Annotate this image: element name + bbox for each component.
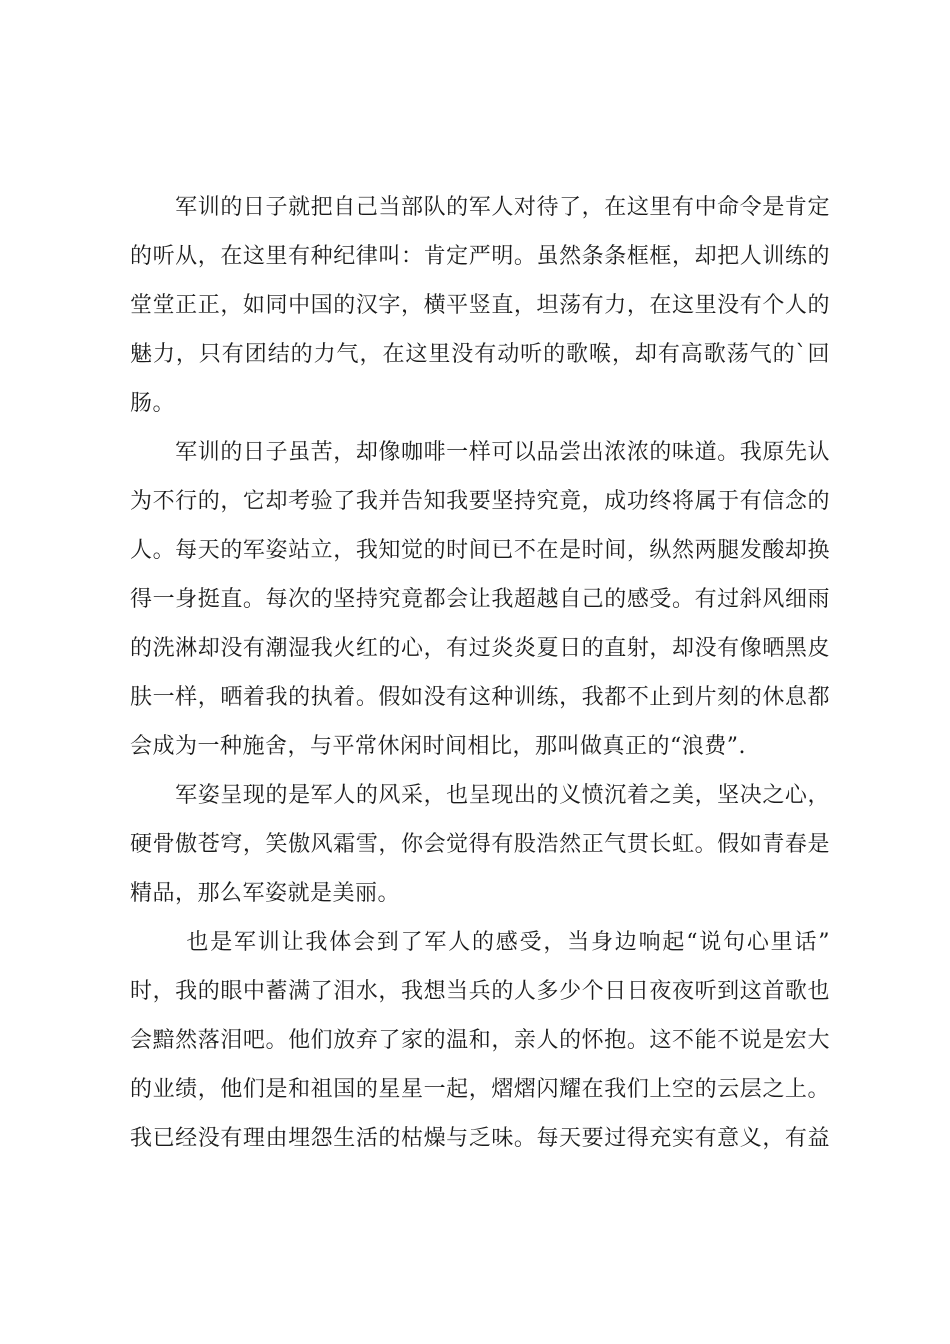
text-line: 精品，那么军姿就是美丽。 bbox=[130, 881, 401, 906]
text-line: 军训的日子就把自己当部队的军人对待了，在这里有中命令是肯定 bbox=[130, 195, 830, 220]
text-line: 人。每天的军姿站立，我知觉的时间已不在是时间，纵然两腿发酸却换 bbox=[130, 538, 830, 563]
text-line: 军姿呈现的是军人的风采，也呈现出的义愤沉着之美，坚决之心， bbox=[130, 783, 830, 808]
paragraph-3 bbox=[130, 771, 830, 918]
text-line: 得一身挺直。每次的坚持究竟都会让我超越自己的感受。有过斜风细雨 bbox=[130, 587, 830, 612]
paragraph-2 bbox=[130, 428, 830, 771]
text-line: 军训的日子虽苦，却像咖啡一样可以品尝出浓浓的味道。我原先认 bbox=[130, 440, 830, 465]
document-body bbox=[130, 183, 830, 1163]
text-line: 的听从，在这里有种纪律叫：肯定严明。虽然条条框框，却把人训练的 bbox=[130, 244, 830, 269]
text-line: 的洗淋却没有潮湿我火红的心，有过炎炎夏日的直射，却没有像晒黑皮 bbox=[130, 636, 830, 661]
paragraph-4 bbox=[130, 918, 830, 1163]
text-line: 魅力，只有团结的力气，在这里没有动听的歌喉，却有高歌荡气的`回 bbox=[130, 342, 830, 367]
text-line: 会黯然落泪吧。他们放弃了家的温和，亲人的怀抱。这不能不说是宏大 bbox=[130, 1028, 830, 1053]
text-line: 会成为一种施舍，与平常休闲时间相比，那叫做真正的“浪费”. bbox=[130, 734, 746, 759]
text-line: 堂堂正正，如同中国的汉字，横平竖直，坦荡有力，在这里没有个人的 bbox=[130, 293, 830, 318]
text-line: 为不行的，它却考验了我并告知我要坚持究竟，成功终将属于有信念的 bbox=[130, 489, 830, 514]
text-line: 也是军训让我体会到了军人的感受，当身边响起“说句心里话” bbox=[130, 930, 830, 955]
text-line: 我已经没有理由埋怨生活的枯燥与乏味。每天要过得充实有意义，有益 bbox=[130, 1126, 830, 1151]
text-line: 硬骨傲苍穹，笑傲风霜雪，你会觉得有股浩然正气贯长虹。假如青春是 bbox=[130, 832, 830, 857]
paragraph-1 bbox=[130, 183, 830, 428]
text-line: 时，我的眼中蓄满了泪水，我想当兵的人多少个日日夜夜听到这首歌也 bbox=[130, 979, 830, 1004]
text-line: 的业绩，他们是和祖国的星星一起，熠熠闪耀在我们上空的云层之上。 bbox=[130, 1077, 830, 1102]
text-line: 肠。 bbox=[130, 391, 176, 416]
text-line: 肤一样，晒着我的执着。假如没有这种训练，我都不止到片刻的休息都 bbox=[130, 685, 830, 710]
